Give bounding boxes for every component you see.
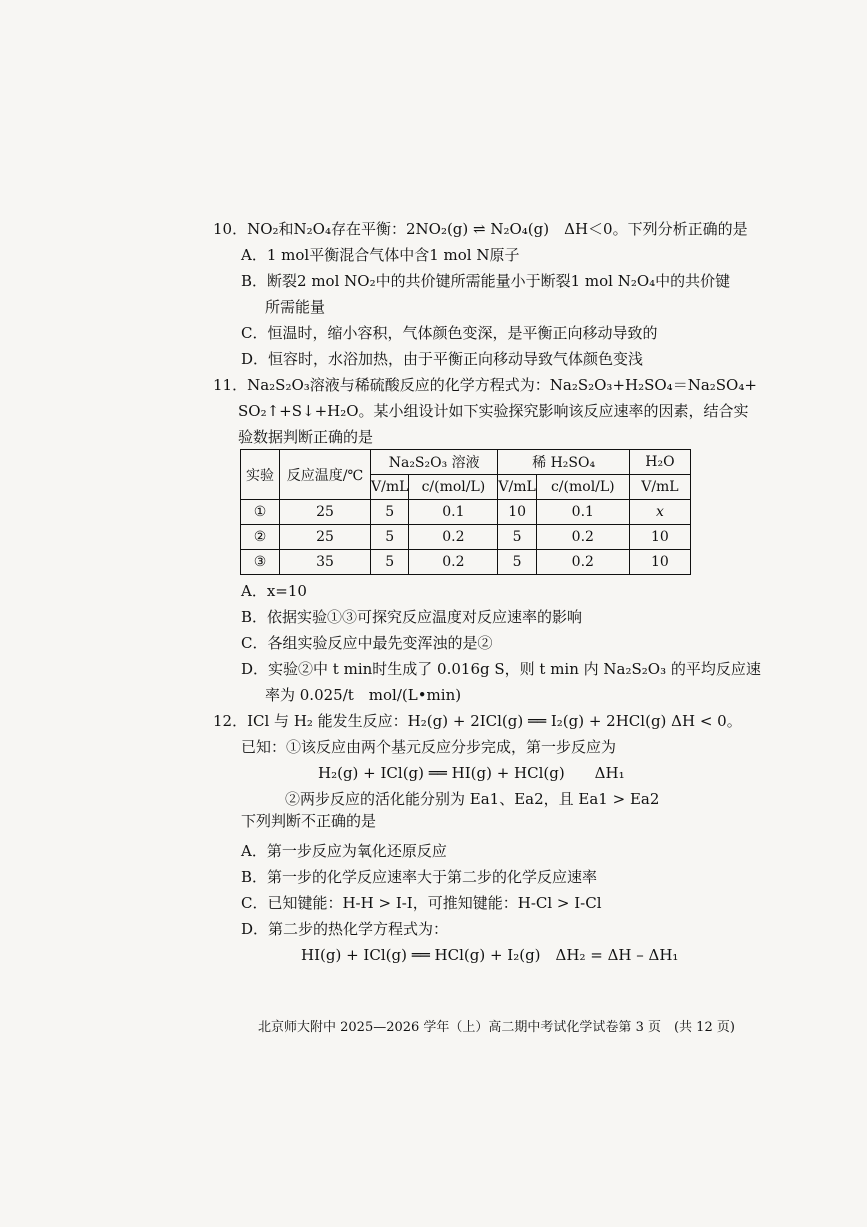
cell: 0.2	[409, 525, 498, 550]
q12-equation-1: H₂(g) + ICl(g) ══ HI(g) + HCl(g) ΔH₁	[318, 764, 625, 782]
th-temperature: 反应温度/℃	[280, 450, 371, 500]
table-row	[241, 550, 691, 575]
th-water: H₂O	[629, 450, 690, 475]
q11-option-b: B．依据实验①③可探究反应温度对反应速率的影响	[241, 608, 583, 626]
th-v1: V/mL	[371, 475, 409, 500]
q10-option-a: A．1 mol平衡混合气体中含1 mol N原子	[241, 246, 520, 264]
cell: 5	[371, 525, 409, 550]
th-experiment: 实验	[241, 450, 280, 500]
q10-stem: 10．NO₂和N₂O₄存在平衡：2NO₂(g) ⇌ N₂O₄(g) ΔH＜0。下列分析正确的是	[213, 220, 748, 238]
cell: ③	[241, 550, 280, 575]
th-c1: c/(mol/L)	[409, 475, 498, 500]
cell: 0.2	[536, 525, 629, 550]
q11-stem-line3: 验数据判断正确的是	[238, 428, 374, 446]
q10-option-b-cont: 所需能量	[265, 298, 326, 316]
q12-option-c: C．已知键能：H-H > I-I，可推知键能：H-Cl > I-Cl	[241, 894, 602, 912]
cell: 10	[629, 550, 690, 575]
q11-option-d: D．实验②中 t min时生成了 0.016g S，则 t min 内 Na₂S₂O₃ 的平均反应速	[241, 660, 761, 678]
q12-option-a: A．第一步反应为氧化还原反应	[241, 842, 447, 860]
q11-option-d-cont: 率为 0.025/t mol/(L•min)	[265, 686, 462, 704]
q11-option-a: A．x=10	[241, 582, 307, 600]
table-row	[241, 525, 691, 550]
th-v3: V/mL	[629, 475, 690, 500]
q12-known: 已知：①该反应由两个基元反应分步完成，第一步反应为	[241, 738, 617, 756]
cell: 5	[498, 525, 536, 550]
cell: 0.2	[536, 550, 629, 575]
cell: 25	[280, 500, 371, 525]
cell: ②	[241, 525, 280, 550]
q12-known-2: ②两步反应的活化能分别为 Ea1、Ea2，且 Ea1 > Ea2	[285, 790, 660, 808]
q10-option-d: D．恒容时，水浴加热，由于平衡正向移动导致气体颜色变浅	[241, 350, 644, 368]
q11-stem-line2: SO₂↑+S↓+H₂O。某小组设计如下实验探究影响该反应速率的因素，结合实	[238, 402, 749, 420]
cell: 0.1	[536, 500, 629, 525]
q12-option-b: B．第一步的化学反应速率大于第二步的化学反应速率	[241, 868, 598, 886]
experiment-table	[240, 449, 691, 575]
cell: 5	[498, 550, 536, 575]
cell: x	[629, 500, 690, 525]
cell: 25	[280, 525, 371, 550]
cell: ①	[241, 500, 280, 525]
q12-stem: 12．ICl 与 H₂ 能发生反应：H₂(g) + 2ICl(g) ══ I₂(g) + 2HCl(g) ΔH < 0。	[213, 712, 742, 730]
table-row	[241, 500, 691, 525]
q12-option-d: D．第二步的热化学方程式为：	[241, 920, 449, 938]
q10-option-b: B．断裂2 mol NO₂中的共价键所需能量小于断裂1 mol N₂O₄中的共价键	[241, 272, 731, 290]
cell: 35	[280, 550, 371, 575]
th-na2s2o3: Na₂S₂O₃ 溶液	[371, 450, 498, 475]
th-h2so4: 稀 H₂SO₄	[498, 450, 629, 475]
cell: 10	[629, 525, 690, 550]
q11-option-c: C．各组实验反应中最先变浑浊的是②	[241, 634, 493, 652]
q11-stem-line1: 11．Na₂S₂O₃溶液与稀硫酸反应的化学方程式为：Na₂S₂O₃+H₂SO₄＝Na₂SO₄+	[213, 376, 757, 394]
page-footer: 北京师大附中 2025—2026 学年（上）高二期中考试化学试卷第 3 页 (共 12 页)	[258, 1020, 735, 1035]
q10-option-c: C．恒温时，缩小容积，气体颜色变深，是平衡正向移动导致的	[241, 324, 658, 342]
th-v2: V/mL	[498, 475, 536, 500]
cell: 0.2	[409, 550, 498, 575]
cell: 10	[498, 500, 536, 525]
cell: 5	[371, 500, 409, 525]
cell: 0.1	[409, 500, 498, 525]
cell: 5	[371, 550, 409, 575]
th-c2: c/(mol/L)	[536, 475, 629, 500]
q12-ask: 下列判断不正确的是	[241, 812, 377, 830]
q12-equation-2: HI(g) + ICl(g) ══ HCl(g) + I₂(g) ΔH₂ = ΔH – ΔH₁	[301, 946, 679, 964]
